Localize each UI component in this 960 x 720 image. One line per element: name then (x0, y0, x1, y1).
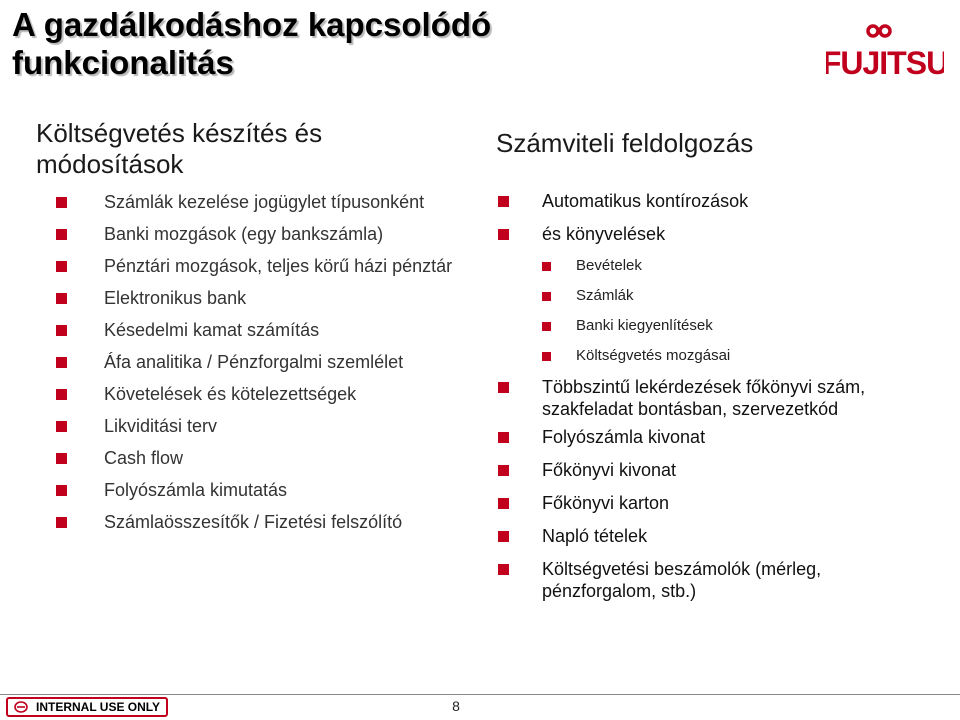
list-item-text: Késedelmi kamat számítás (104, 320, 320, 340)
bullet-square-icon (56, 485, 67, 496)
bullet-square-icon (56, 293, 67, 304)
internal-use-badge (6, 697, 168, 717)
list-item-text: és könyvelések (542, 224, 666, 244)
list-item-text: Követelések és kötelezettségek (104, 384, 357, 404)
list-item (56, 350, 486, 375)
bullet-square-icon (56, 517, 67, 528)
list-item-text: Automatikus kontírozások (542, 191, 749, 211)
slide-title-line-1: A gazdálkodáshoz kapcsolódó (12, 6, 492, 43)
bullet-square-icon (542, 292, 551, 301)
fujitsu-logo (826, 22, 944, 82)
list-item-text: Elektronikus bank (104, 288, 247, 308)
bullet-square-icon (498, 564, 509, 575)
list-item (56, 222, 486, 247)
list-item-text: Főkönyvi karton (542, 493, 670, 513)
internal-use-label: INTERNAL USE ONLY (36, 700, 161, 714)
bullet-square-icon (56, 229, 67, 240)
list-item (498, 190, 918, 212)
bullet-square-icon (56, 453, 67, 464)
list-item (498, 492, 918, 514)
list-item-text: Likviditási terv (104, 416, 218, 436)
list-item-text: Áfa analitika / Pénzforgalmi szemlélet (104, 352, 404, 372)
list-item (56, 254, 486, 279)
list-item (56, 414, 486, 439)
list-item (56, 190, 486, 215)
list-item-text: Költségvetési beszámolók (mérleg, pénzforgalom, stb.) (542, 559, 822, 601)
page-number: 8 (452, 698, 460, 714)
list-item-text: Napló tételek (542, 526, 648, 546)
list-item (498, 223, 918, 245)
bullet-square-icon (56, 389, 67, 400)
list-item (498, 426, 918, 448)
bullet-square-icon (498, 229, 509, 240)
list-item (56, 446, 486, 471)
list-item (498, 525, 918, 547)
sub-list-item (498, 286, 918, 306)
list-item (498, 459, 918, 481)
sub-list-item-text: Számlák (576, 287, 634, 304)
bullet-square-icon (56, 197, 67, 208)
sub-list-item-text: Költségvetés mozgásai (576, 347, 731, 364)
list-item (56, 510, 486, 535)
fujitsu-infinity-logo-icon (826, 22, 944, 82)
no-entry-icon (14, 701, 28, 713)
list-item-text: Folyószámla kimutatás (104, 480, 288, 500)
sub-list-item-text: Banki kiegyenlítések (576, 317, 713, 334)
bullet-square-icon (498, 531, 509, 542)
list-item-text: Pénztári mozgások, teljes körű házi pénztár (104, 256, 453, 276)
bullet-square-icon (498, 432, 509, 443)
bullet-square-icon (56, 261, 67, 272)
sub-list-item (498, 346, 918, 366)
sub-list-item (498, 256, 918, 276)
list-item (56, 478, 486, 503)
list-item (56, 286, 486, 311)
bullet-square-icon (498, 465, 509, 476)
list-item-text: Többszintű lekérdezések főkönyvi szám, szakfeladat bontásban, szervezetkód (542, 377, 866, 419)
right-bullet-list (498, 190, 918, 613)
list-item-text: Folyószámla kivonat (542, 427, 706, 447)
list-item (498, 558, 918, 602)
bullet-square-icon (56, 325, 67, 336)
left-bullet-list (56, 190, 486, 542)
logo-text: FUJITSU (826, 45, 944, 81)
slide-title-line-2: funkcionalitás (12, 44, 234, 81)
sub-list-item-text: Bevételek (576, 257, 642, 274)
list-item-text: Banki mozgások (egy bankszámla) (104, 224, 384, 244)
right-column-heading: Számviteli feldolgozás (496, 128, 754, 158)
bullet-square-icon (542, 352, 551, 361)
bullet-square-icon (498, 498, 509, 509)
list-item-text: Cash flow (104, 448, 184, 468)
bullet-square-icon (498, 196, 509, 207)
list-item (56, 318, 486, 343)
bullet-square-icon (498, 382, 509, 393)
bullet-square-icon (56, 357, 67, 368)
sub-list-item (498, 316, 918, 336)
bullet-square-icon (56, 421, 67, 432)
bullet-square-icon (542, 322, 551, 331)
list-item-text: Számlaösszesítők / Fizetési felszólító (104, 512, 403, 532)
slide-title (12, 6, 772, 82)
list-item (56, 382, 486, 407)
list-item-text: Főkönyvi kivonat (542, 460, 677, 480)
left-column-heading: Költségvetés készítés és módosítások (36, 118, 323, 179)
bullet-square-icon (542, 262, 551, 271)
list-item (498, 376, 918, 420)
list-item-text: Számlák kezelése jogügylet típusonként (104, 192, 425, 212)
footer-divider (0, 694, 960, 695)
